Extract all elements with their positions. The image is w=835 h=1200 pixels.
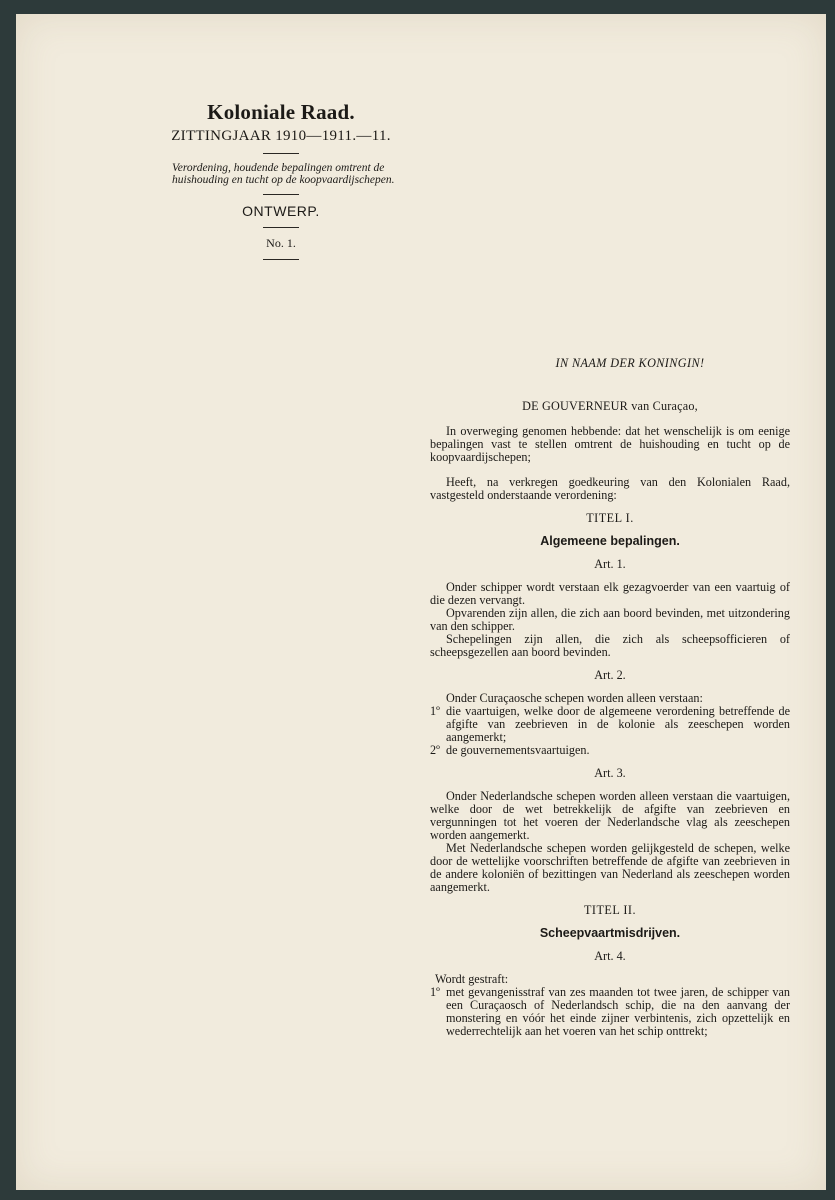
article-2-label: Art. 2. — [594, 668, 626, 682]
item-text: die vaartuigen, welke door de algemeene verordening betreffende de afgifte van zeebrieven in de kolonie als zeeschepen worden aangemerkt; — [446, 704, 790, 744]
article-2-item — [430, 744, 790, 757]
council-name: Koloniale Raad. — [207, 100, 355, 124]
article-3-paragraph: Onder Nederlandsche schepen worden alleen verstaan die vaartuigen, welke door de wet betrekkelijk de afgifte van zeebrieven en vergunningen tot het voeren der Nederlandsche vlag als zeeschepen worden aangemerkt. — [430, 789, 790, 842]
title-1-name: Algemeene bepalingen. — [540, 534, 680, 548]
invocation: IN NAAM DER KONINGIN! — [555, 356, 705, 370]
governor-line: DE GOUVERNEUR van Curaçao, — [522, 399, 698, 413]
article-1-label: Art. 1. — [594, 557, 626, 571]
item-number: 2º — [430, 743, 440, 757]
title-2-label: TITEL II. — [583, 903, 637, 917]
ordinance-subject: Verordening, houdende bepalingen omtrent de huishouding en tucht op de koopvaardijschepen. — [172, 162, 395, 186]
article-4-intro: Wordt gestraft: — [435, 972, 509, 986]
article-2-item — [430, 705, 790, 744]
article-4-item — [430, 986, 790, 1038]
divider — [263, 259, 299, 260]
divider — [263, 153, 299, 154]
article-1-paragraph: Opvarenden zijn allen, die zich aan boord bevinden, met uitzondering van den schipper. — [430, 606, 790, 633]
article-3-label: Art. 3. — [594, 766, 626, 780]
header-block — [136, 100, 426, 268]
session-year: ZITTINGJAAR 1910—1911.—11. — [171, 128, 391, 144]
draft-number: No. 1. — [266, 236, 296, 250]
enacted-paragraph: Heeft, na verkregen goedkeuring van den Kolonialen Raad, vastgesteld onderstaande verordening: — [430, 475, 790, 502]
article-1-paragraph: Schepelingen zijn allen, die zich als scheepsofficieren of scheepsgezellen aan boord bevinden. — [430, 632, 790, 659]
document-page — [16, 14, 826, 1190]
title-1-label: TITEL I. — [586, 511, 634, 525]
item-number: 1º — [430, 704, 440, 718]
item-text: met gevangenisstraf van zes maanden tot twee jaren, de schipper van een Curaçaosch of Nederlandsch schip, die na den aanvang der monstering en vóór het einde zijner verbintenis, zich opzettelijk en wederrechtelijk aan het voeren van het schip onttrekt; — [446, 985, 790, 1038]
considering-paragraph: In overweging genomen hebbende: dat het wenschelijk is om eenige bepalingen vast te stellen omtrent de huishouding en tucht op de koopvaardijschepen; — [430, 424, 790, 464]
article-1-paragraph: Onder schipper wordt verstaan elk gezagvoerder van een vaartuig of die dezen vervangt. — [430, 580, 790, 607]
item-number: 1º — [430, 985, 440, 999]
divider — [263, 194, 299, 195]
article-3-paragraph: Met Nederlandsche schepen worden gelijkgesteld de schepen, welke door de wettelijke voorschriften betreffende de afgifte van zeebrieven in de andere koloniën of bezittingen van Nederland als zeeschepen worden aangemerkt. — [430, 841, 790, 894]
title-2-name: Scheepvaartmisdrijven. — [539, 926, 681, 940]
ordinance-text — [430, 357, 790, 1038]
article-4-label: Art. 4. — [594, 949, 626, 963]
draft-label: ONTWERP. — [242, 203, 320, 219]
article-2-intro: Onder Curaçaosche schepen worden alleen verstaan: — [446, 691, 703, 705]
item-text: de gouvernementsvaartuigen. — [446, 743, 590, 757]
divider — [263, 227, 299, 228]
